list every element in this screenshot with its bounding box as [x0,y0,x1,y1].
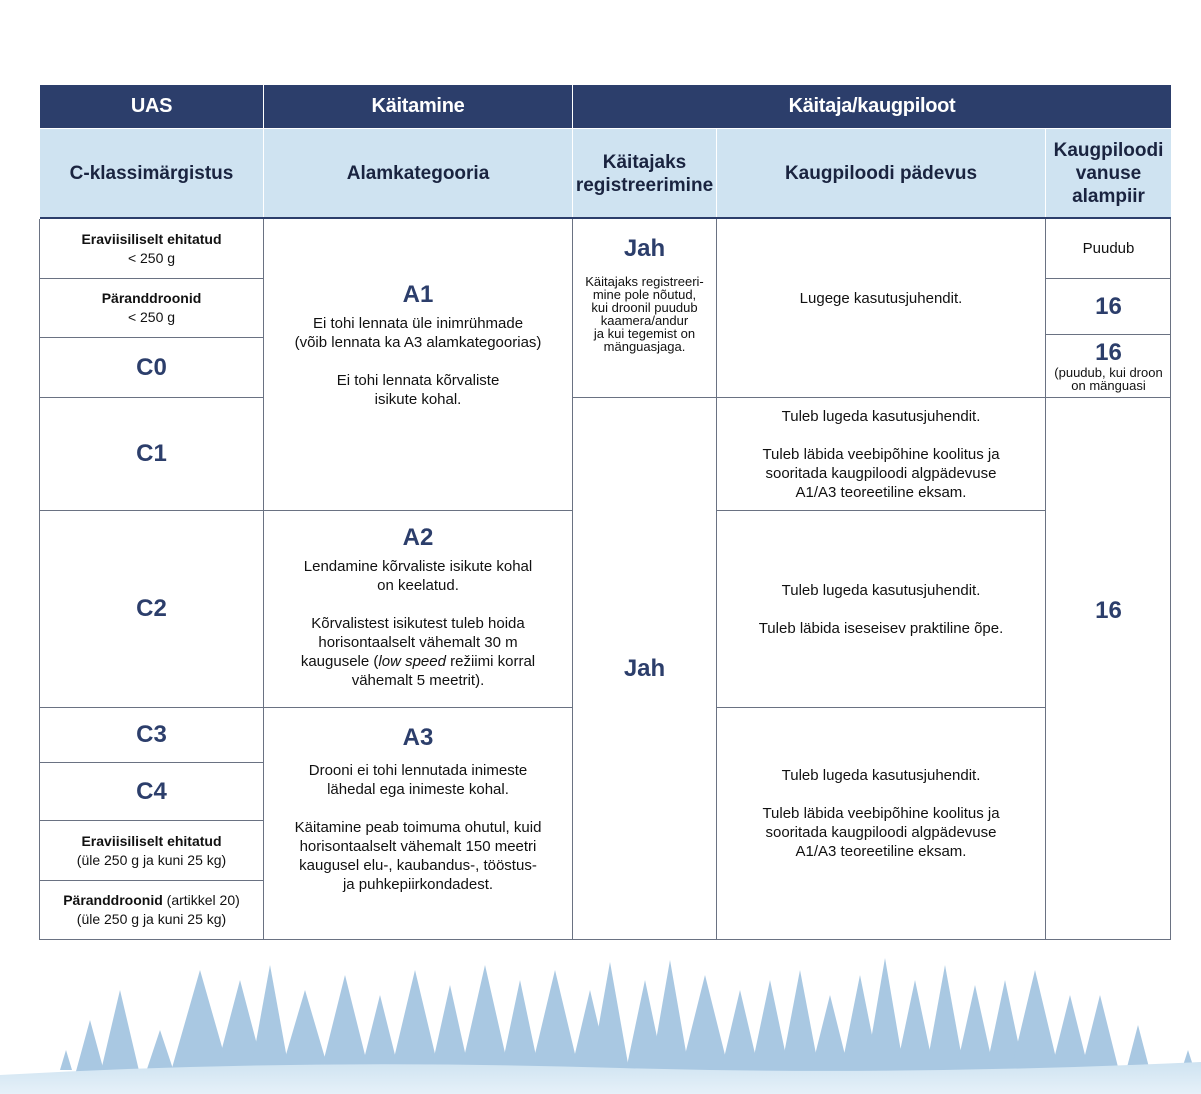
min-age-row1 [1046,219,1171,278]
class-c1 [40,398,263,510]
subcategory-a1-p2-line2: isikute kohal. [374,391,462,408]
class-private-small-sub: < 250 g [127,249,176,266]
class-private-large-bold: Eraviisiliselt ehitatud [81,832,222,849]
subheader-c-class-label: C-klassimärgistus [69,163,234,184]
competence-top-text: Lugege kasutusjuhendit. [799,289,963,307]
registration-note-line2: mine pole nõutud, [592,287,697,302]
competence-a3 [717,708,1045,939]
class-c2 [40,511,263,707]
class-legacy-large-rest: (artikkel 20) [162,892,240,908]
subheader-min-age-line3: alampiir [1072,186,1145,207]
min-age-row3-note-line1: (puudub, kui droon [1054,365,1163,380]
competence-c1-p2-line1: Tuleb läbida veebipõhine koolitus ja [762,445,1000,463]
class-private-small-bold: Eraviisiliselt ehitatud [81,230,222,247]
competence-c1 [717,398,1045,510]
class-legacy-small-bold: Päranddroonid [101,290,202,306]
subcategory-a2-p1-line2: on keelatud. [377,577,459,594]
class-c3-label: C3 [136,721,167,748]
subcategory-a2-p2-italic: low speed [378,653,446,670]
header-uas [40,85,263,128]
grid-line [40,939,1171,940]
subcategory-a3-p2-line2: horisontaalselt vähemalt 150 meetri [299,838,537,855]
class-legacy-large-bold: Päranddroonid [63,892,163,908]
class-legacy-small [40,279,263,337]
subheader-min-age-line1: Kaugpiloodi [1053,140,1164,161]
min-age-row2-value: 16 [1095,292,1122,320]
min-age-row3-value: 16 [1095,339,1122,366]
subcategory-a2-p2-last: vähemalt 5 meetrit). [351,672,485,689]
subcategory-a3-p2-line3: kaugusel elu-, kaubandus-, tööstus- [299,857,537,874]
class-c4 [40,763,263,820]
competence-a2 [717,511,1045,707]
class-legacy-large-sub: (üle 250 g ja kuni 25 kg) [76,911,227,927]
subcategory-a2-p2-post: režiimi korral [445,653,536,670]
subcategory-a3-p1-line2: lähedal ega inimeste kohal. [327,781,509,798]
class-c1-label: C1 [136,440,167,467]
class-c2-label: C2 [136,595,167,622]
subcategory-a2 [264,511,572,707]
min-age-row1-text: Puudub [1082,240,1135,257]
competence-a3-p2-line3: A1/A3 teoreetiline eksam. [795,843,967,860]
subcategory-a2-title: A2 [402,524,434,551]
class-legacy-small-sub: < 250 g [127,309,176,325]
subcategory-a1-p1-line2: (võib lennata ka A3 alamkategoorias) [294,334,542,351]
subcategory-a3-p2-line1: Käitamine peab toimuma ohutul, kuid [294,819,542,836]
competence-a3-p1: Tuleb lugeda kasutusjuhendit. [781,767,981,784]
min-age-row2 [1046,279,1171,334]
class-private-large [40,821,263,880]
registration-note-line5: ja kui tegemist on [593,326,696,341]
registration-note-line3: kui droonil puudub [591,300,698,315]
subheader-c-class [40,129,263,218]
forest-decoration [0,950,1201,1094]
registration-top-value: Jah [623,235,666,262]
competence-a3-p2-line1: Tuleb läbida veebipõhine koolitus ja [762,805,1000,822]
subcategory-a2-p2-line1: Kõrvalistest isikutest tuleb hoida [311,615,525,632]
class-legacy-large [40,881,263,939]
competence-c1-p1: Tuleb lugeda kasutusjuhendit. [781,407,981,425]
competence-a2-p1: Tuleb lugeda kasutusjuhendit. [781,581,981,599]
class-c3 [40,708,263,762]
subcategory-a1-title: A1 [402,281,434,308]
subheader-registration-line1: Käitajaks [602,151,687,173]
subcategory-a1-p1-line1: Ei tohi lennata üle inimrühmade [312,315,524,332]
subheader-registration-line2: registreerimine [575,174,714,196]
min-age-rest-value: 16 [1095,596,1122,624]
subheader-competence-label: Kaugpiloodi pädevus [784,163,978,184]
registration-note-line1: Käitajaks registreeri- [585,274,704,289]
competence-top [717,219,1045,377]
subcategory-a3-title: A3 [402,724,434,751]
subheader-min-age [1046,129,1171,218]
min-age-row3-note-line2: on mänguasi [1071,378,1146,393]
subheader-min-age-line2: vanuse [1075,163,1142,184]
subcategory-a2-p2-line2: horisontaalselt vähemalt 30 m [318,634,518,651]
subcategory-a3-p2-line4: ja puhkepiirkondadest. [342,876,494,893]
competence-a3-p2-line2: sooritada kaugpiloodi algpädevuse [765,824,997,841]
subheader-subcategory [264,129,572,218]
class-c0 [40,338,263,397]
subcategory-a1-p2-line1: Ei tohi lennata kõrvaliste [336,372,500,389]
subcategory-a3 [264,708,572,939]
header-kaitamine-label: Käitamine [371,95,465,117]
competence-c1-p2-line3: A1/A3 teoreetiline eksam. [795,483,967,501]
competence-a2-p2: Tuleb läbida iseseisev praktiline õpe. [758,619,1004,637]
subheader-registration [573,129,716,218]
header-kaitamine [264,85,572,128]
min-age-rest [1046,398,1171,823]
class-private-large-sub: (üle 250 g ja kuni 25 kg) [76,851,227,868]
subcategory-a3-p1-line1: Drooni ei tohi lennutada inimeste [308,762,528,779]
trees [60,958,1196,1075]
subheader-subcategory-label: Alamkategooria [346,163,490,184]
subheader-competence [717,129,1045,218]
class-private-small [40,219,263,278]
header-kaitaja [573,85,1171,128]
header-kaitaja-label: Käitaja/kaugpiloot [788,95,956,117]
class-c0-label: C0 [136,353,167,381]
class-c4-label: C4 [136,777,167,805]
subcategory-a2-p1-line1: Lendamine kõrvaliste isikute kohal [303,558,533,575]
subcategory-a2-p2-pre: kaugusele ( [300,653,379,670]
header-uas-label: UAS [130,95,173,117]
subcategory-a1 [264,219,572,510]
registration-bottom-value: Jah [623,654,666,682]
registration-bottom [573,398,716,939]
registration-note-line4: kaamera/andur [600,313,689,328]
registration-note-line6: mänguasjaga. [603,339,686,354]
min-age-row3 [1046,335,1171,397]
registration-top [573,219,716,397]
competence-c1-p2-line2: sooritada kaugpiloodi algpädevuse [765,464,997,482]
